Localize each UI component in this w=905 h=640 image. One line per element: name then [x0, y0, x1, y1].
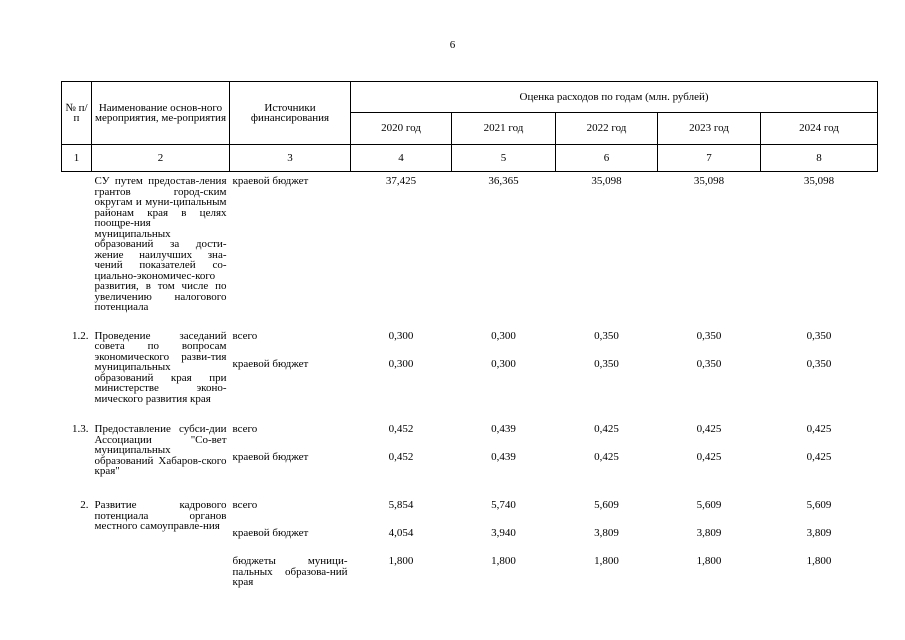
header-year: 2024 год	[761, 113, 878, 145]
table-row	[62, 176, 878, 313]
cost-value: 35,098	[591, 175, 622, 187]
cost-value: 1,800	[388, 555, 414, 567]
cost-value: 0,350	[696, 357, 722, 370]
funding-source: краевой бюджет	[232, 175, 309, 187]
cost-value: 0,300	[491, 329, 516, 342]
cost-value: 0,300	[491, 357, 516, 370]
funding-source: всего	[232, 423, 258, 435]
cost-value: 0,350	[806, 357, 832, 370]
cost-value: 3,809	[806, 527, 832, 539]
spacer-cell	[62, 404, 878, 424]
header-costs-title: Оценка расходов по годам (млн. рублей)	[351, 82, 878, 113]
cost-value: 0,300	[388, 329, 414, 342]
cost-value: 0,452	[388, 451, 414, 463]
cost-value: 0,350	[594, 357, 619, 370]
cost-value: 36,365	[488, 175, 519, 187]
header-year: 2021 год	[452, 113, 556, 145]
cost-value: 0,300	[388, 357, 414, 370]
header-year: 2022 год	[556, 113, 658, 145]
cost-value: 0,425	[806, 423, 832, 435]
header-col-number: 3	[230, 145, 351, 172]
header-num: № п/п	[62, 82, 92, 145]
table-row	[62, 424, 878, 480]
header-col-number: 5	[452, 145, 556, 172]
page-number: 6	[449, 39, 456, 51]
cost-value: 5,609	[594, 499, 619, 511]
cost-value: 3,809	[594, 527, 619, 539]
cost-value: 0,439	[491, 451, 516, 463]
row-name: Предоставление субси-дии Ассоциации "Со-вет муниципальных образований Хабаров-ского края"	[94, 423, 227, 477]
spacer-row	[62, 313, 878, 331]
row-number: 2.	[80, 499, 89, 511]
cost-value: 4,054	[388, 527, 414, 539]
cost-value: 1,800	[696, 555, 722, 567]
spacer-cell	[62, 480, 878, 500]
header-col-number: 6	[556, 145, 658, 172]
row-name: Развитие кадрового потенциала органов местного самоуправле-ния	[94, 499, 227, 532]
header-col-number: 1	[62, 145, 92, 172]
funding-source: краевой бюджет	[232, 451, 309, 463]
cost-value: 5,740	[491, 499, 516, 511]
cost-value: 0,425	[696, 423, 722, 435]
header-col-number: 4	[351, 145, 452, 172]
cost-value: 1,800	[491, 555, 516, 567]
funding-source: бюджеты муници-пальных образова-ний края	[232, 555, 348, 588]
cost-value: 1,800	[594, 555, 619, 567]
cost-value: 37,425	[385, 175, 417, 187]
cost-value: 0,425	[594, 451, 619, 463]
funding-source: краевой бюджет	[232, 527, 309, 539]
header-year: 2023 год	[658, 113, 761, 145]
cost-value: 3,940	[491, 527, 516, 539]
header-source: Источники финансирования	[230, 82, 351, 145]
cost-value: 0,452	[388, 423, 414, 435]
header-col-number: 2	[92, 145, 230, 172]
row-number: 1.3.	[72, 423, 89, 435]
table-row	[62, 500, 878, 584]
table-row	[62, 331, 878, 405]
cost-value: 0,425	[594, 423, 619, 435]
funding-source: всего	[232, 329, 258, 342]
row-name: СУ путем предостав-ления грантов город-ским округам и муни-ципальным районам края в целях поощре-ния муниципальных образований за дости-жение наилучших зна-чений показателей со-циально-экономичес-кого развития, в том числе по увеличению налогового потенциала	[94, 175, 227, 313]
cost-value: 5,609	[806, 499, 832, 511]
header-col-number: 7	[658, 145, 761, 172]
cost-value: 0,425	[696, 451, 722, 463]
cost-value: 0,350	[594, 329, 619, 342]
cost-value: 0,350	[696, 329, 722, 342]
cost-value: 0,425	[806, 451, 832, 463]
row-name: Проведение заседаний совета по вопросам экономического разви-тия муниципальных образований края при министерстве эконо-мического развития края	[94, 329, 227, 405]
cost-value: 1,800	[806, 555, 832, 567]
spacer-cell	[62, 313, 878, 331]
funding-source: краевой бюджет	[232, 357, 309, 370]
cost-value: 0,350	[806, 329, 832, 342]
cost-value: 5,609	[696, 499, 722, 511]
row-number	[62, 176, 92, 313]
cost-value: 35,098	[693, 175, 725, 187]
funding-source: всего	[232, 499, 258, 511]
header-name: Наименование основ-ного мероприятия, ме-роприятия	[92, 82, 230, 145]
cost-value: 3,809	[696, 527, 722, 539]
table-body	[62, 172, 878, 588]
header-col-number: 8	[761, 145, 878, 172]
budget-table	[61, 81, 878, 588]
cost-value: 35,098	[803, 175, 835, 187]
spacer-row	[62, 480, 878, 500]
cost-value: 0,439	[491, 423, 516, 435]
cost-value: 5,854	[388, 499, 414, 511]
header-year: 2020 год	[351, 113, 452, 145]
row-number: 1.2.	[72, 329, 89, 342]
spacer-row	[62, 404, 878, 424]
